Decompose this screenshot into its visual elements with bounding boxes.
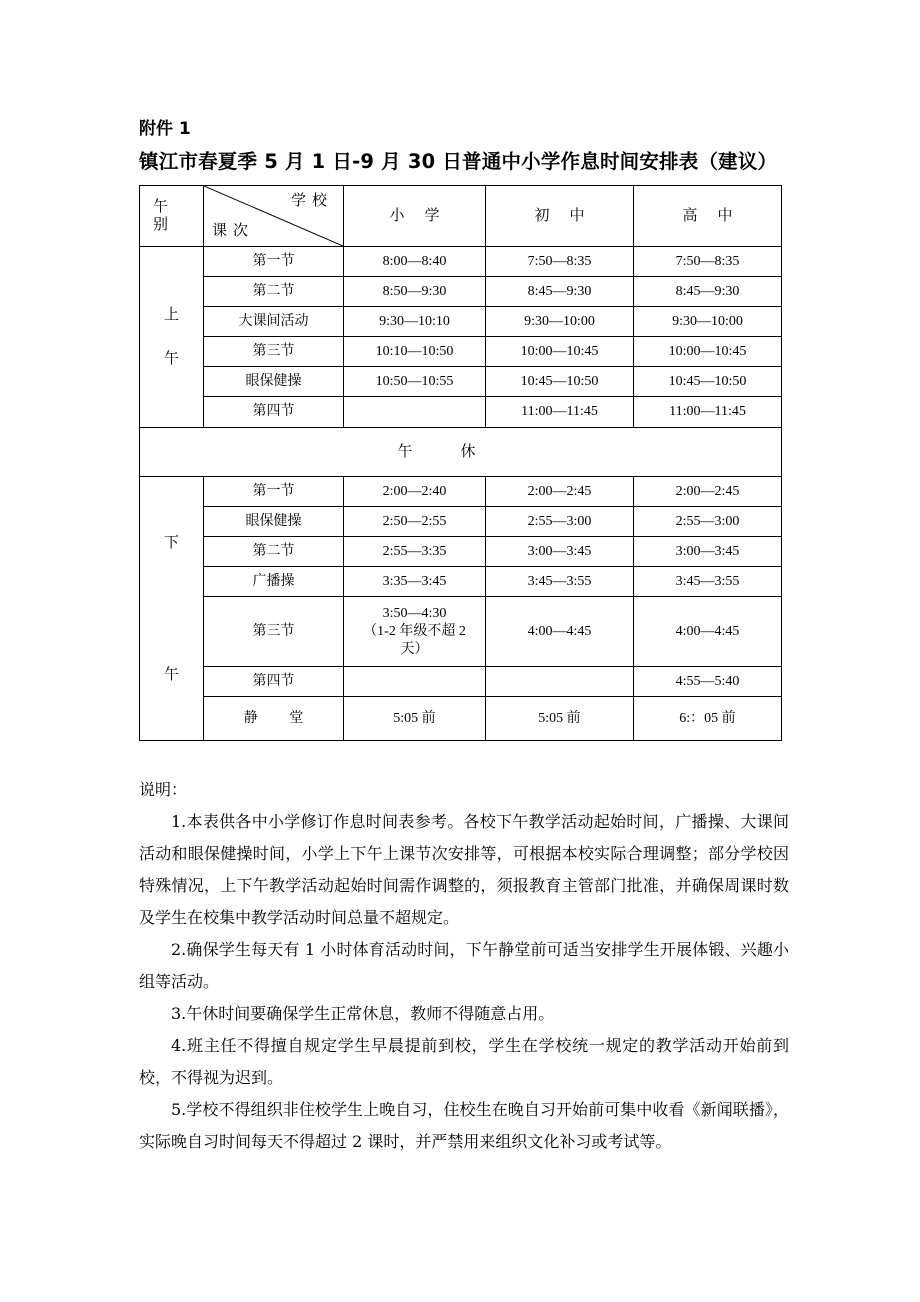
senior-time: 10:00—10:45 bbox=[634, 337, 782, 367]
period-cell: 第三节 bbox=[204, 337, 344, 367]
period-cell: 静 堂 bbox=[204, 697, 344, 741]
junior-time: 4:00—4:45 bbox=[486, 597, 634, 667]
table-row bbox=[140, 697, 782, 741]
noon-break-row bbox=[140, 428, 782, 477]
senior-time: 8:45—9:30 bbox=[634, 277, 782, 307]
afternoon-label bbox=[140, 477, 204, 741]
senior-time: 2:00—2:45 bbox=[634, 477, 782, 507]
junior-time bbox=[486, 667, 634, 697]
table-row bbox=[140, 477, 782, 507]
primary-time: 10:50—10:55 bbox=[344, 367, 486, 397]
table-row bbox=[140, 397, 782, 428]
primary-time: 8:00—8:40 bbox=[344, 247, 486, 277]
note-item: 4.班主任不得擅自规定学生早晨提前到校，学生在学校统一规定的教学活动开始前到校，不得视为迟到。 bbox=[139, 1036, 789, 1087]
primary-time: 2:55—3:35 bbox=[344, 537, 486, 567]
header-school-label: 学校 bbox=[290, 193, 333, 209]
attachment-label: 附件 1 bbox=[139, 119, 191, 139]
period-cell: 广播操 bbox=[204, 567, 344, 597]
senior-time: 4:00—4:45 bbox=[634, 597, 782, 667]
period-cell: 眼保健操 bbox=[204, 507, 344, 537]
table-row bbox=[140, 537, 782, 567]
table-row bbox=[140, 507, 782, 537]
noon-break: 午休 bbox=[140, 428, 782, 477]
note-item: 2.确保学生每天有 1 小时体育活动时间，下午静堂前可适当安排学生开展体锻、兴趣小组等活动。 bbox=[139, 940, 789, 991]
senior-time: 4:55—5:40 bbox=[634, 667, 782, 697]
primary-time: 9:30—10:10 bbox=[344, 307, 486, 337]
senior-time: 9:30—10:00 bbox=[634, 307, 782, 337]
table-row bbox=[140, 277, 782, 307]
note-item: 5.学校不得组织非住校学生上晚自习，住校生在晚自习开始前可集中收看《新闻联播》，实际晚自习时间每天不得超过 2 课时，并严禁用来组织文化补习或考试等。 bbox=[139, 1100, 789, 1151]
period-cell: 第一节 bbox=[204, 477, 344, 507]
header-primary: 小学 bbox=[344, 186, 486, 247]
junior-time: 11:00—11:45 bbox=[486, 397, 634, 428]
primary-time: 5:05 前 bbox=[344, 697, 486, 741]
notes-section bbox=[139, 776, 789, 1158]
morning-label-top: 上 bbox=[163, 307, 179, 323]
period-cell: 眼保健操 bbox=[204, 367, 344, 397]
primary-time bbox=[344, 597, 486, 667]
table-row bbox=[140, 367, 782, 397]
table-row bbox=[140, 337, 782, 367]
primary-time: 8:50—9:30 bbox=[344, 277, 486, 307]
notes-label: 说明： bbox=[139, 780, 188, 799]
note-item: 1.本表供各中小学修订作息时间表参考。各校下午教学活动起始时间，广播操、大课间活动和眼保健操时间，小学上下午上课节次安排等，可根据本校实际合理调整；部分学校因特殊情况，上下午教学活动起始时间需作调整的，须报教育主管部门批准，并确保周课时数及学生在校集中教学活动时间总量不超规定。 bbox=[139, 812, 789, 927]
header-diagonal-cell bbox=[204, 186, 344, 247]
afternoon-label-bottom: 午 bbox=[163, 666, 179, 683]
senior-time: 3:00—3:45 bbox=[634, 537, 782, 567]
header-period-label: 课次 bbox=[212, 223, 255, 239]
primary-time-value: 3:50—4:30 bbox=[382, 605, 447, 621]
morning-label bbox=[140, 247, 204, 428]
period-cell: 第四节 bbox=[204, 397, 344, 428]
period-cell: 第三节 bbox=[204, 597, 344, 667]
senior-time: 2:55—3:00 bbox=[634, 507, 782, 537]
header-session-label: 午 别 bbox=[140, 186, 204, 247]
primary-time bbox=[344, 397, 486, 428]
afternoon-label-top: 下 bbox=[163, 534, 179, 551]
header-senior: 高中 bbox=[634, 186, 782, 247]
junior-time: 7:50—8:35 bbox=[486, 247, 634, 277]
period-cell: 第二节 bbox=[204, 277, 344, 307]
period-cell: 第一节 bbox=[204, 247, 344, 277]
table-row bbox=[140, 597, 782, 667]
table-header-row bbox=[140, 186, 782, 247]
junior-time: 5:05 前 bbox=[486, 697, 634, 741]
junior-time: 3:45—3:55 bbox=[486, 567, 634, 597]
table-row bbox=[140, 307, 782, 337]
period-cell: 第四节 bbox=[204, 667, 344, 697]
junior-time: 8:45—9:30 bbox=[486, 277, 634, 307]
junior-time: 9:30—10:00 bbox=[486, 307, 634, 337]
primary-time-note: （1-2 年级不超 2 天） bbox=[363, 623, 466, 657]
junior-time: 2:55—3:00 bbox=[486, 507, 634, 537]
primary-time: 2:00—2:40 bbox=[344, 477, 486, 507]
table-row bbox=[140, 567, 782, 597]
period-cell: 大课间活动 bbox=[204, 307, 344, 337]
primary-time bbox=[344, 667, 486, 697]
junior-time: 3:00—3:45 bbox=[486, 537, 634, 567]
senior-time: 3:45—3:55 bbox=[634, 567, 782, 597]
primary-time: 10:10—10:50 bbox=[344, 337, 486, 367]
header-junior: 初中 bbox=[486, 186, 634, 247]
junior-time: 10:00—10:45 bbox=[486, 337, 634, 367]
primary-time: 3:35—3:45 bbox=[344, 567, 486, 597]
period-cell: 第二节 bbox=[204, 537, 344, 567]
senior-time: 7:50—8:35 bbox=[634, 247, 782, 277]
senior-time: 10:45—10:50 bbox=[634, 367, 782, 397]
senior-time: 6:：05 前 bbox=[634, 697, 782, 741]
morning-label-bottom: 午 bbox=[163, 351, 179, 367]
document-title: 镇江市春夏季 5 月 1 日-9 月 30 日普通中小学作息时间安排表（建议） bbox=[139, 150, 778, 173]
table-row bbox=[140, 247, 782, 277]
primary-time: 2:50—2:55 bbox=[344, 507, 486, 537]
table-row bbox=[140, 667, 782, 697]
note-item: 3.午休时间要确保学生正常休息，教师不得随意占用。 bbox=[171, 1004, 555, 1023]
schedule-table bbox=[139, 185, 782, 741]
senior-time: 11:00—11:45 bbox=[634, 397, 782, 428]
junior-time: 2:00—2:45 bbox=[486, 477, 634, 507]
junior-time: 10:45—10:50 bbox=[486, 367, 634, 397]
